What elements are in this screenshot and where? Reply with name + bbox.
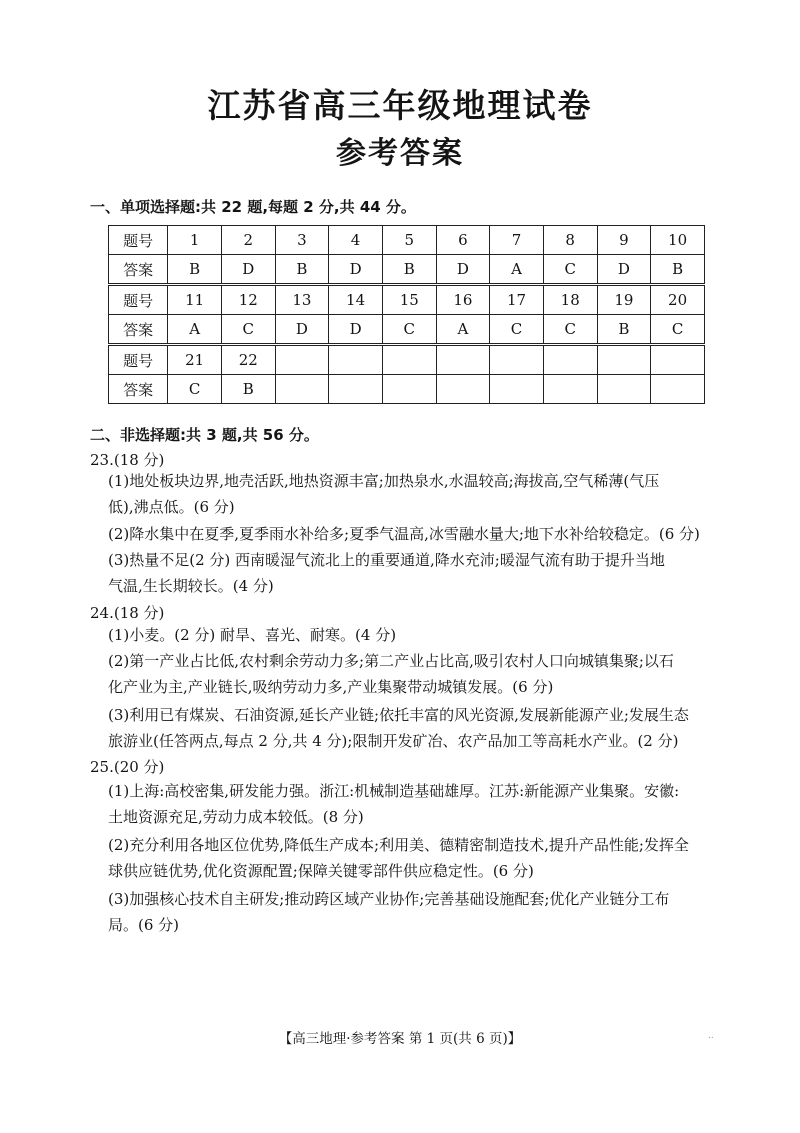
answer-cell: B <box>651 255 705 285</box>
answer-cell <box>651 375 705 404</box>
question-number-cell: 9 <box>597 226 651 255</box>
question-number-cell: 14 <box>329 285 383 315</box>
answer-cell: A <box>490 255 544 285</box>
q23-answer-1 <box>108 468 718 520</box>
section1-heading: 一、单项选择题:共 22 题,每题 2 分,共 44 分。 <box>90 198 416 216</box>
q25-answer-1-line2: 土地资源充足,劳动力成本较低。(8 分) <box>108 808 364 826</box>
q24-answer-3-line1: (3)利用已有煤炭、石油资源,延长产业链;依托丰富的风光资源,发展新能源产业;发展生态 <box>108 706 689 724</box>
answer-table <box>108 225 705 404</box>
answer-cell: B <box>221 375 275 404</box>
question-number-cell <box>490 345 544 375</box>
question-number-cell: 20 <box>651 285 705 315</box>
page-subtitle: 参考答案 <box>336 136 464 171</box>
question-number-cell: 13 <box>275 285 329 315</box>
row-label-answer: 答案 <box>109 315 168 345</box>
question-number-cell <box>275 345 329 375</box>
question-number-cell: 22 <box>221 345 275 375</box>
question-number-cell <box>382 345 436 375</box>
row-label-question: 题号 <box>109 345 168 375</box>
answer-cell: C <box>490 315 544 345</box>
q25-answer-3 <box>108 886 718 938</box>
question-number-cell: 16 <box>436 285 490 315</box>
question-number-cell: 7 <box>490 226 544 255</box>
answer-cell: D <box>436 255 490 285</box>
q24-answer-2-line2: 化产业为主,产业链长,吸纳劳动力多,产业集聚带动城镇发展。(6 分) <box>108 678 554 696</box>
answer-cell <box>597 375 651 404</box>
answer-cell: A <box>436 315 490 345</box>
question-number-cell: 1 <box>168 226 222 255</box>
answer-cell <box>436 375 490 404</box>
answer-cell: D <box>221 255 275 285</box>
row-label-question: 题号 <box>109 226 168 255</box>
q23-answer-2: (2)降水集中在夏季,夏季雨水补给多;夏季气温高,冰雪融水量大;地下水补给较稳定。(6 分) <box>108 525 700 543</box>
section2-heading: 二、非选择题:共 3 题,共 56 分。 <box>90 426 319 444</box>
question-number-cell: 10 <box>651 226 705 255</box>
answer-cell: B <box>168 255 222 285</box>
q23-label: 23.(18 分) <box>90 451 165 469</box>
question-number-cell <box>651 345 705 375</box>
answer-cell: B <box>275 255 329 285</box>
q24-answer-2 <box>108 648 718 700</box>
question-number-cell: 4 <box>329 226 383 255</box>
q24-answer-3 <box>108 702 718 754</box>
q25-answer-1-line1: (1)上海:高校密集,研发能力强。浙江:机械制造基础雄厚。江苏:新能源产业集聚。安徽: <box>108 782 680 800</box>
answer-cell: D <box>329 255 383 285</box>
question-number-cell <box>543 345 597 375</box>
answer-cell: B <box>597 315 651 345</box>
q23-answer-3-line2: 气温,生长期较长。(4 分) <box>108 577 274 595</box>
answer-cell <box>490 375 544 404</box>
q25-answer-3-line2: 局。(6 分) <box>108 916 180 934</box>
answer-cell <box>329 375 383 404</box>
question-number-cell: 3 <box>275 226 329 255</box>
answer-cell: A <box>168 315 222 345</box>
q23-answer-3-line1: (3)热量不足(2 分) 西南暖湿气流北上的重要通道,降水充沛;暖湿气流有助于提升当地 <box>108 551 665 569</box>
answer-cell <box>543 375 597 404</box>
page-footer: 【高三地理·参考答案 第 1 页(共 6 页)】 <box>278 1031 522 1047</box>
question-number-cell: 19 <box>597 285 651 315</box>
answer-cell: C <box>543 315 597 345</box>
q23-answer-3 <box>108 547 718 599</box>
question-number-cell: 8 <box>543 226 597 255</box>
answer-cell: D <box>597 255 651 285</box>
question-number-cell: 2 <box>221 226 275 255</box>
q24-label: 24.(18 分) <box>90 604 165 622</box>
q23-answer-1-line1: (1)地处板块边界,地壳活跃,地热资源丰富;加热泉水,水温较高;海拔高,空气稀薄(气压 <box>108 472 660 490</box>
question-number-cell: 15 <box>382 285 436 315</box>
row-label-answer: 答案 <box>109 375 168 404</box>
q25-answer-2 <box>108 832 718 884</box>
answer-cell <box>382 375 436 404</box>
table-row <box>109 285 705 315</box>
q24-answer-2-line1: (2)第一产业占比低,农村剩余劳动力多;第二产业占比高,吸引农村人口向城镇集聚;以石 <box>108 652 674 670</box>
question-number-cell: 6 <box>436 226 490 255</box>
q25-answer-2-line1: (2)充分利用各地区位优势,降低生产成本;利用美、德精密制造技术,提升产品性能;发挥全 <box>108 836 689 854</box>
table-row <box>109 255 705 285</box>
answer-cell: D <box>329 315 383 345</box>
q23-answer-1-line2: 低),沸点低。(6 分) <box>108 498 235 516</box>
table-row <box>109 375 705 404</box>
answer-cell: C <box>382 315 436 345</box>
q25-answer-3-line1: (3)加强核心技术自主研发;推动跨区域产业协作;完善基础设施配套;优化产业链分工布 <box>108 890 670 908</box>
row-label-answer: 答案 <box>109 255 168 285</box>
q25-label: 25.(20 分) <box>90 758 165 776</box>
table-row <box>109 315 705 345</box>
question-number-cell <box>329 345 383 375</box>
answer-cell: D <box>275 315 329 345</box>
question-number-cell: 12 <box>221 285 275 315</box>
q25-answer-2-line2: 球供应链优势,优化资源配置;保障关键零部件供应稳定性。(6 分) <box>108 862 534 880</box>
question-number-cell: 5 <box>382 226 436 255</box>
question-number-cell <box>597 345 651 375</box>
page-title: 江苏省高三年级地理试卷 <box>207 86 593 125</box>
question-number-cell: 21 <box>168 345 222 375</box>
answer-cell: C <box>168 375 222 404</box>
answer-cell: C <box>543 255 597 285</box>
question-number-cell: 17 <box>490 285 544 315</box>
answer-cell: C <box>651 315 705 345</box>
answer-cell: C <box>221 315 275 345</box>
q24-answer-1: (1)小麦。(2 分) 耐旱、喜光、耐寒。(4 分) <box>108 626 397 644</box>
row-label-question: 题号 <box>109 285 168 315</box>
answer-cell: B <box>382 255 436 285</box>
question-number-cell: 11 <box>168 285 222 315</box>
table-row <box>109 226 705 255</box>
answer-cell <box>275 375 329 404</box>
question-number-cell <box>436 345 490 375</box>
table-row <box>109 345 705 375</box>
corner-mark: .. <box>708 1031 714 1041</box>
question-number-cell: 18 <box>543 285 597 315</box>
q25-answer-1 <box>108 778 718 830</box>
q24-answer-3-line2: 旅游业(任答两点,每点 2 分,共 4 分);限制开发矿冶、农产品加工等高耗水产业。(2 分) <box>108 732 679 750</box>
